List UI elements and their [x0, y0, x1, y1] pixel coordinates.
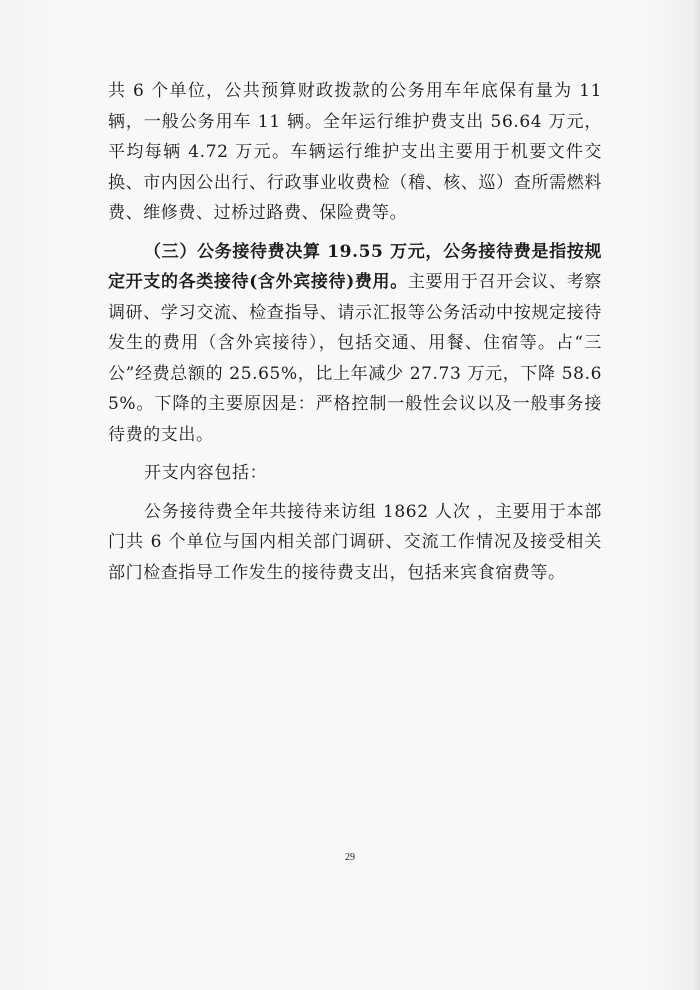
- paragraph-reception-details: 公务接待费全年共接待来访组 1862 人次 ，主要用于本部门共 6 个单位与国内相关部门调研、交流工作情况及接受相关部门检查指导工作发生的接待费支出，包括来宾食宿费等。: [108, 501, 602, 583]
- document-body: [108, 76, 602, 588]
- paragraph-vehicle-maintenance: 共 6 个单位，公共预算财政拨款的公务用车年底保有量为 11 辆，一般公务用车 11 辆。全年运行维护费支出 56.64 万元，平均每辆 4.72 万元。车辆运行维护支出主要用于机要文件交换、市内因公出行、行政事业收费检（稽、核、巡）查所需燃料费、维修费、过桥过路费、保险费等。: [108, 81, 602, 223]
- paragraph-reception-expenses: [108, 237, 602, 451]
- reception-expenses-body: 主要用于召开会议、考察调研、学习交流、检查指导、请示汇报等公务活动中按规定接待发生的费用（含外宾接待），包括交通、用餐、住宿等。占“三公”经费总额的 25.65%，比上年减少 27.73 万元，下降 58.65%。下降的主要原因是：严格控制一般性会议以及一般事务接待费的支出。: [108, 272, 602, 445]
- paragraph-expense-content-label: 开支内容包括：: [144, 463, 268, 483]
- page-edge-shadow: [694, 0, 700, 990]
- reception-expenses-heading: （三）公务接待费决算 19.55 万元，公务接待费是指按规定开支的各类接待(含外宾接待)费用。: [108, 241, 602, 292]
- page-number: 29: [345, 852, 355, 863]
